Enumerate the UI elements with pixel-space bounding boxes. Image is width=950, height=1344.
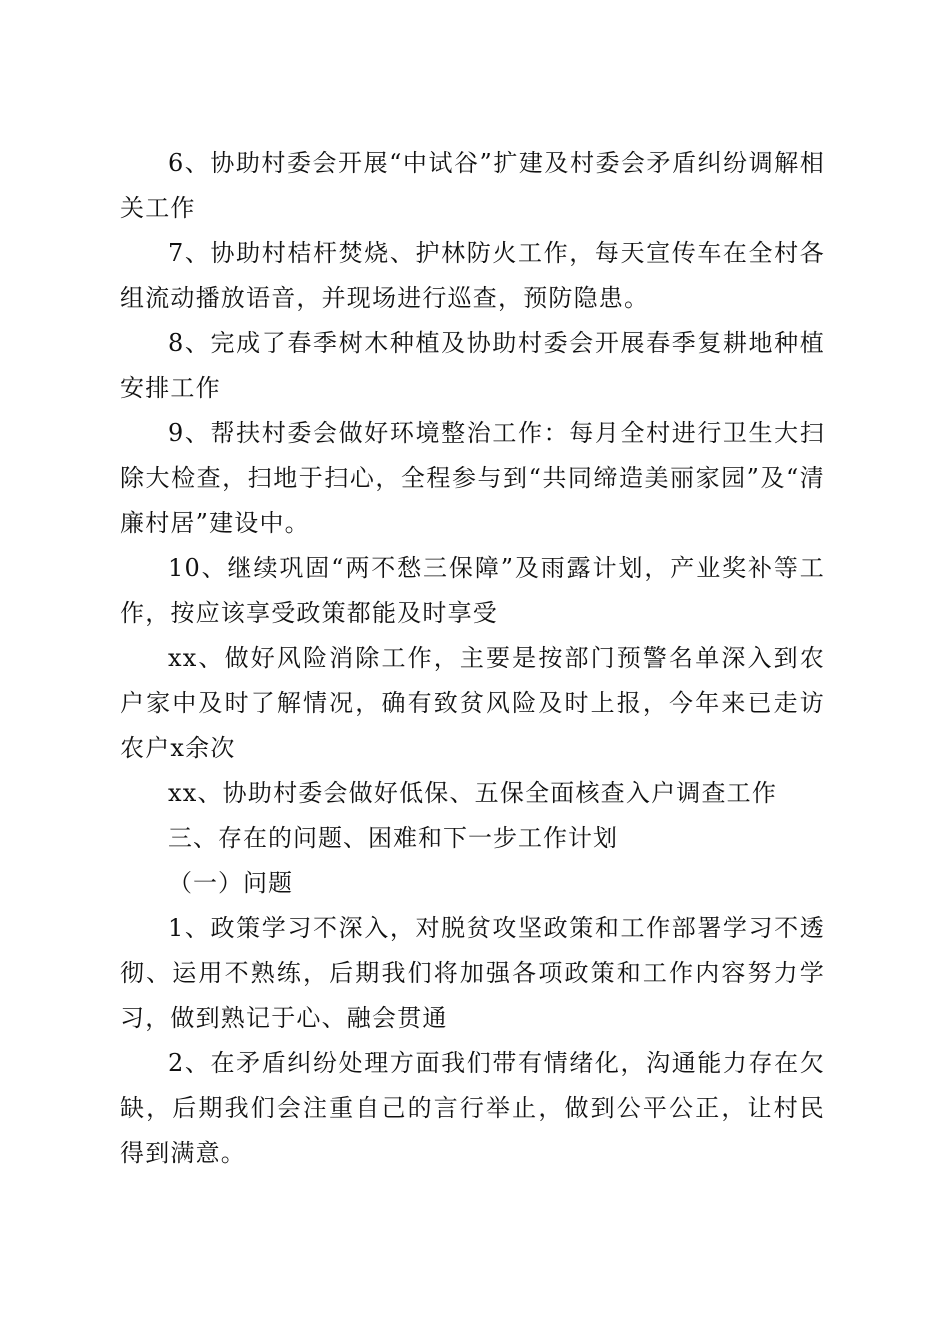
work-item-6: 6、协助村委会开展“中试谷”扩建及村委会矛盾纠纷调解相关工作 (120, 149, 825, 222)
work-item-subsistence-review: xx、协助村委会做好低保、五保全面核查入户调查工作 (168, 779, 778, 807)
work-item-9: 9、帮扶村委会做好环境整治工作：每月全村进行卫生大扫除大检查，扫地于扫心，全程参与到“共同缔造美丽家园”及“清廉村居”建设中。 (120, 419, 825, 537)
work-item-risk-elimination: xx、做好风险消除工作，主要是按部门预警名单深入到农户家中及时了解情况，确有致贫风险及时上报，今年来已走访农户x余次 (120, 644, 825, 762)
subsection-heading: （一）问题 (168, 869, 293, 897)
problem-item-2: 2、在矛盾纠纷处理方面我们带有情绪化，沟通能力存在欠缺，后期我们会注重自己的言行举止，做到公平公正，让村民得到满意。 (120, 1049, 825, 1167)
work-item-8: 8、完成了春季树木种植及协助村委会开展春季复耕地种植安排工作 (120, 329, 825, 402)
document-body (120, 141, 825, 1176)
work-item-10: 10、继续巩固“两不愁三保障”及雨露计划，产业奖补等工作，按应该享受政策都能及时享受 (120, 554, 825, 627)
section-heading: 三、存在的问题、困难和下一步工作计划 (168, 824, 618, 852)
work-item-7: 7、协助村桔杆焚烧、护林防火工作，每天宣传车在全村各组流动播放语音，并现场进行巡查，预防隐患。 (120, 239, 825, 312)
problem-item-1: 1、政策学习不深入，对脱贫攻坚政策和工作部署学习不透彻、运用不熟练，后期我们将加强各项政策和工作内容努力学习，做到熟记于心、融会贯通 (120, 914, 825, 1032)
